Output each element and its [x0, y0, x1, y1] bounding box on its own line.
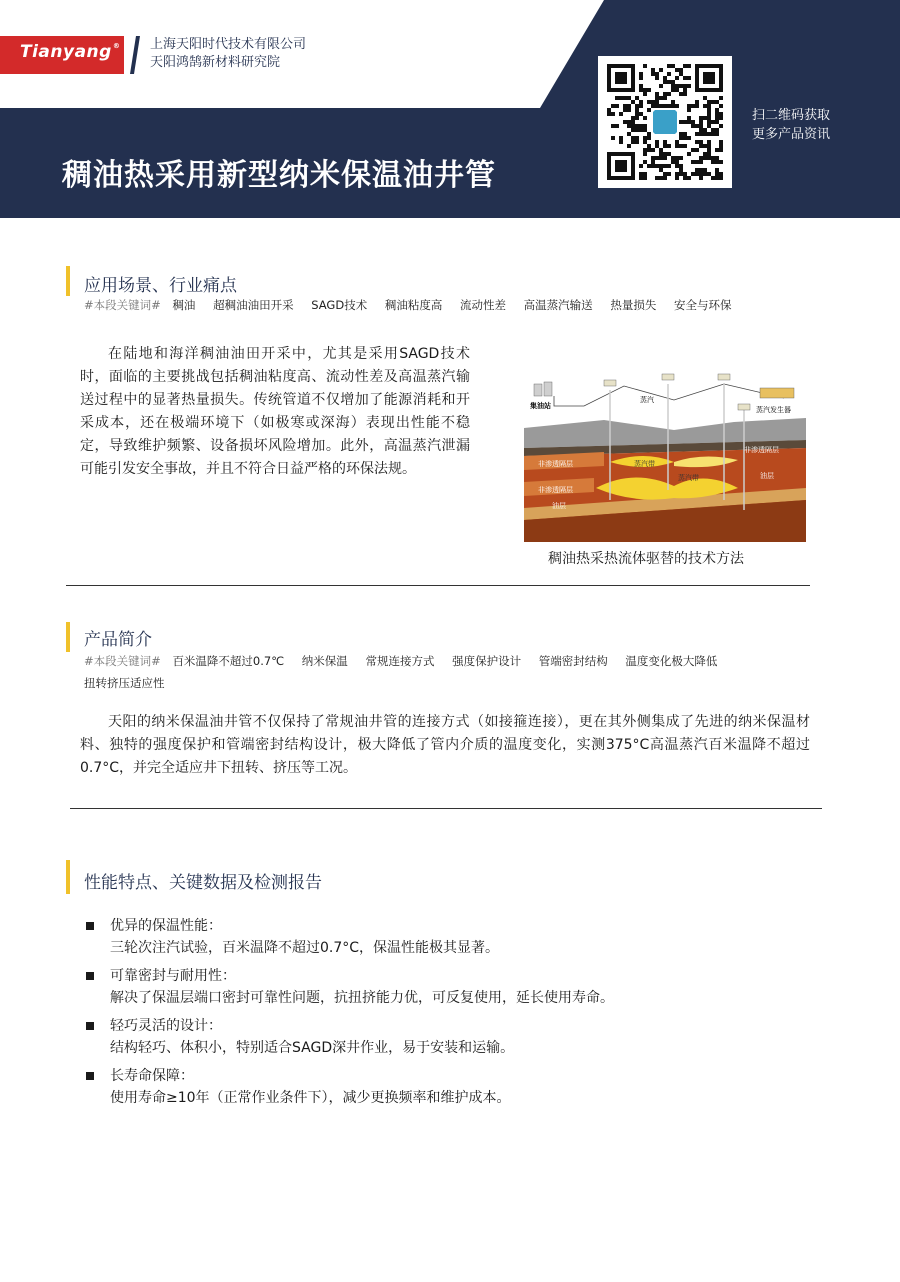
- bullet-icon: [86, 972, 94, 980]
- section-marker-3: [66, 860, 70, 894]
- feature-item: [86, 1065, 786, 1109]
- feature-head: 长寿命保障：: [110, 1068, 194, 1084]
- keyword-line-2: [84, 650, 794, 694]
- keyword: 流动性差: [460, 298, 507, 312]
- page-title: 稠油热采用新型纳米保温油井管: [62, 158, 496, 193]
- keyword: 百米温降不超过0.7℃: [172, 654, 285, 668]
- feature-item: [86, 965, 786, 1009]
- keyword-tag: #本段关键词#: [84, 654, 161, 668]
- label-oil-right: 油层: [760, 472, 774, 480]
- feature-desc: 使用寿命≥10年（正常作业条件下），减少更换频率和维护成本。: [110, 1090, 511, 1106]
- label-steam-zone1: 蒸汽带: [634, 460, 655, 468]
- section-title-product: 产品简介: [84, 630, 152, 650]
- label-oil-left: 油层: [552, 502, 566, 510]
- keyword: 常规连接方式: [365, 654, 435, 668]
- feature-head: 可靠密封与耐用性：: [110, 968, 236, 984]
- product-paragraph: 天阳的纳米保温油井管不仅保持了常规油井管的连接方式（如接箍连接），更在其外侧集成了先进的纳米保温材料、独特的强度保护和管端密封结构设计，极大降低了管内介质的温度变化，实测375°C高温蒸汽百米温降不超过0.7°C，并完全适应井下扭转、挤压等工况。: [80, 714, 810, 776]
- section-title-scenarios: 应用场景、行业痛点: [84, 276, 237, 296]
- company-name-secondary: 天阳鸿鹄新材料研究院: [150, 55, 281, 70]
- keyword: 管端密封结构: [538, 654, 608, 668]
- label-steam-zone2: 蒸汽带: [678, 474, 699, 482]
- feature-item: [86, 1015, 786, 1059]
- oil-reservoir-diagram: [524, 370, 806, 542]
- label-station: 集油站: [530, 402, 551, 410]
- keyword: 强度保护设计: [452, 654, 522, 668]
- keyword: 高温蒸汽输送: [523, 298, 593, 312]
- divider: [66, 585, 810, 586]
- bullet-icon: [86, 1072, 94, 1080]
- feature-desc: 结构轻巧、体积小，特别适合SAGD深井作业，易于安装和运输。: [110, 1040, 515, 1056]
- keyword: 稠油: [172, 298, 196, 312]
- divider: [70, 808, 822, 809]
- qr-note-line1: 扫二维码获取: [752, 108, 831, 123]
- qr-note-line2: 更多产品资讯: [752, 127, 831, 142]
- company-names: [150, 36, 306, 72]
- keyword-line-1: [84, 294, 804, 316]
- keyword: 超稠油油田开采: [213, 298, 294, 312]
- bullet-icon: [86, 1022, 94, 1030]
- feature-desc: 三轮次注汽试验，百米温降不超过0.7°C，保温性能极其显著。: [110, 940, 500, 956]
- feature-desc: 解决了保温层端口密封可靠性问题，抗扭挤能力优，可反复使用，延长使用寿命。: [110, 990, 614, 1006]
- keyword: 安全与环保: [673, 298, 732, 312]
- section-marker-1: [66, 266, 70, 296]
- label-impermeable-left1: 非渗透隔层: [538, 460, 573, 468]
- label-impermeable-right: 非渗透隔层: [744, 446, 779, 454]
- logo-divider: [130, 36, 140, 74]
- keyword-tag: #本段关键词#: [84, 298, 161, 312]
- section-marker-2: [66, 622, 70, 652]
- logo-text: Tianyang®: [20, 42, 121, 62]
- scenario-paragraph: 在陆地和海洋稠油油田开采中，尤其是采用SAGD技术时，面临的主要挑战包括稠油粘度高、流动性差及高温蒸汽输送过程中的显著热量损失。传统管道不仅增加了能源消耗和开采成本，还在极端环境下（如极寒或深海）表现出性能不稳定，导致维护频繁、设备损坏风险增加。此外，高温蒸汽泄漏可能引发安全事故，并且不符合日益严格的环保法规。: [80, 346, 470, 477]
- keyword: 温度变化极大降低: [625, 654, 718, 668]
- keyword: 热量损失: [610, 298, 657, 312]
- qr-note: [752, 106, 830, 144]
- feature-head: 优异的保温性能：: [110, 918, 222, 934]
- qr-code[interactable]: [598, 56, 732, 188]
- keyword: 纳米保温: [301, 654, 348, 668]
- company-name-primary: 上海天阳时代技术有限公司: [150, 37, 307, 52]
- feature-item: [86, 915, 786, 959]
- label-generator: 蒸汽发生器: [756, 406, 791, 414]
- feature-head: 轻巧灵活的设计：: [110, 1018, 222, 1034]
- qr-code-icon: [606, 64, 724, 180]
- keyword: SAGD技术: [311, 298, 368, 312]
- keyword: 扭转挤压适应性: [84, 676, 165, 690]
- keyword: 稠油粘度高: [384, 298, 443, 312]
- label-impermeable-left2: 非渗透隔层: [538, 486, 573, 494]
- feature-list: [86, 915, 786, 1115]
- label-steam: 蒸汽: [640, 396, 654, 404]
- figure-caption: 稠油热采热流体驱替的技术方法: [548, 551, 744, 567]
- section-title-performance: 性能特点、关键数据及检测报告: [84, 873, 322, 893]
- bullet-icon: [86, 922, 94, 930]
